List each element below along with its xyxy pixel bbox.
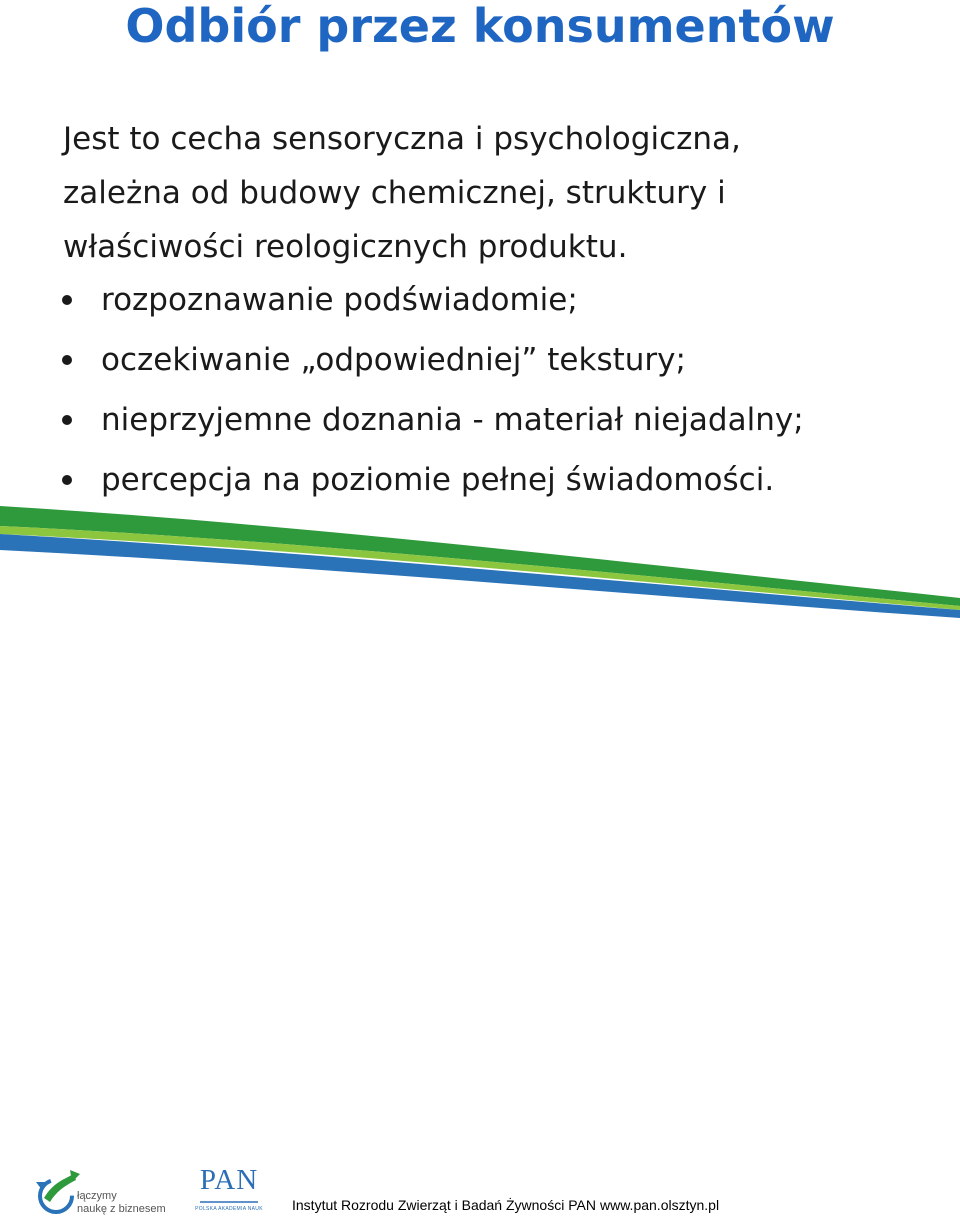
bullet-item bbox=[60, 270, 940, 330]
arrows-cycle-icon bbox=[36, 1170, 80, 1212]
bullet-text: oczekiwanie „odpowiedniej” tekstury; bbox=[101, 342, 686, 378]
laczymy-line-2: naukę z biznesem bbox=[77, 1203, 166, 1215]
institute-name: Instytut Rozrodu Zwierząt i Badań Żywności PAN bbox=[292, 1197, 596, 1213]
intro-paragraph bbox=[63, 112, 923, 274]
slide-title: Odbiór przez konsumentów bbox=[125, 0, 835, 53]
intro-line-2: zależna od budowy chemicznej, struktury i bbox=[63, 175, 726, 211]
bullet-dot-icon bbox=[62, 295, 72, 305]
laczymy-logo-text bbox=[77, 1190, 166, 1216]
laczymy-line-1: łączymy bbox=[77, 1190, 117, 1202]
bullet-list bbox=[60, 270, 940, 510]
bullet-dot-icon bbox=[62, 475, 72, 485]
intro-line-3: właściwości reologicznych produktu. bbox=[63, 229, 628, 265]
footer bbox=[0, 580, 960, 1215]
bullet-text: percepcja na poziomie pełnej świadomości. bbox=[101, 462, 775, 498]
website-link[interactable]: www.pan.olsztyn.pl bbox=[600, 1197, 720, 1213]
bullet-text: rozpoznawanie podświadomie; bbox=[101, 282, 578, 318]
bullet-item bbox=[60, 330, 940, 390]
bullet-item bbox=[60, 390, 940, 450]
pan-logo-subtitle: POLSKA AKADEMIA NAUK bbox=[195, 1206, 263, 1212]
bullet-text: nieprzyjemne doznania - materiał niejadalny; bbox=[101, 402, 804, 438]
intro-line-1: Jest to cecha sensoryczna i psychologiczna, bbox=[63, 121, 741, 157]
pan-logo: PAN bbox=[199, 1164, 259, 1196]
bullet-dot-icon bbox=[62, 355, 72, 365]
bullet-dot-icon bbox=[62, 415, 72, 425]
